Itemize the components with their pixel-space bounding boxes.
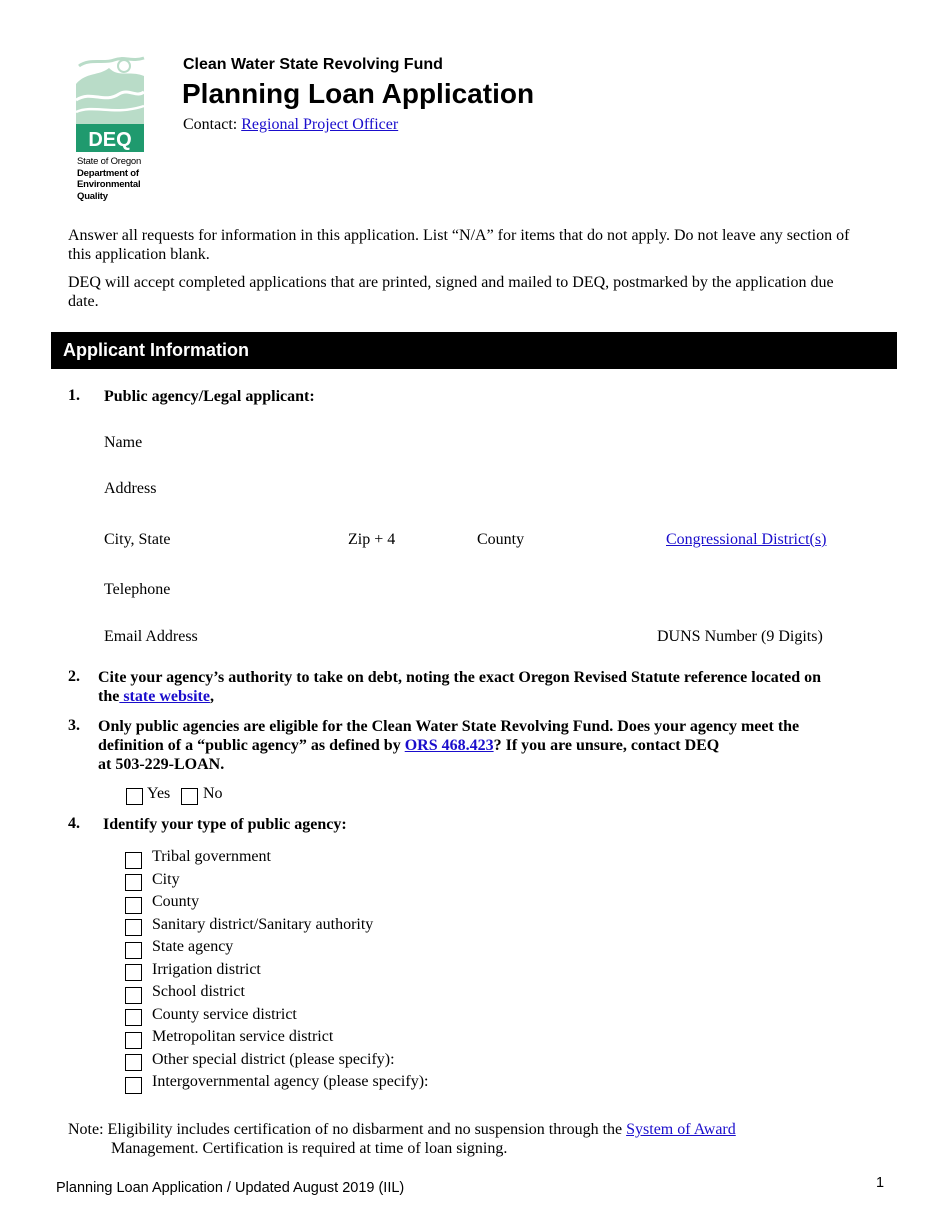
congressional-districts-link[interactable]: Congressional District(s) xyxy=(666,531,827,548)
agency-option-label: Tribal government xyxy=(152,848,271,865)
q3-number: 3. xyxy=(68,717,80,734)
agency-option-checkbox[interactable] xyxy=(125,919,142,936)
agency-option-checkbox[interactable] xyxy=(125,1009,142,1026)
agency-option-label: State agency xyxy=(152,938,234,955)
section-header-applicant-information: Applicant Information xyxy=(51,332,897,369)
agency-option-label: Other special district (please specify): xyxy=(152,1051,395,1068)
logo-line-2: Department of xyxy=(77,167,139,179)
yes-checkbox[interactable] xyxy=(126,788,143,805)
logo-line-4: Quality xyxy=(77,190,108,202)
agency-option-checkbox[interactable] xyxy=(125,852,142,869)
eligibility-note xyxy=(68,1120,888,1158)
regional-project-officer-link[interactable]: Regional Project Officer xyxy=(241,116,399,133)
agency-option-checkbox[interactable] xyxy=(125,897,142,914)
state-website-link[interactable]: state website xyxy=(119,688,210,705)
agency-option-label: County service district xyxy=(152,1006,297,1023)
note-line-2: Management. Certification is required at time of loan signing. xyxy=(111,1140,508,1157)
q1-label: Public agency/Legal applicant: xyxy=(104,388,315,405)
city-state-field-label: City, State xyxy=(104,531,171,548)
q3-line-3: at 503-229-LOAN. xyxy=(98,756,225,773)
no-label: No xyxy=(203,785,223,802)
intro-paragraph-2: DEQ will accept completed applications that are printed, signed and mailed to DEQ, postmarked by the application due date. xyxy=(68,274,834,310)
deq-landscape-icon xyxy=(74,54,149,154)
agency-option-label: Metropolitan service district xyxy=(152,1028,334,1045)
logo-agency-text xyxy=(77,156,141,202)
logo-acronym: DEQ xyxy=(88,129,132,151)
q4-label: Identify your type of public agency: xyxy=(103,816,347,833)
duns-field-label: DUNS Number (9 Digits) xyxy=(657,628,823,645)
agency-option-label: City xyxy=(152,871,180,888)
contact-label: Contact: xyxy=(183,116,238,133)
ors-468-423-link[interactable]: ORS 468.423 xyxy=(404,737,494,754)
agency-option-label: County xyxy=(152,893,200,910)
q1-number: 1. xyxy=(68,387,80,404)
address-field-label: Address xyxy=(104,480,157,497)
page-number: 1 xyxy=(876,1175,885,1191)
q2-line-2: the state website, xyxy=(98,688,214,705)
no-checkbox[interactable] xyxy=(181,788,198,805)
system-of-award-link[interactable]: System of Award xyxy=(626,1121,736,1138)
q2-text xyxy=(98,668,888,706)
q3-text xyxy=(98,717,888,774)
q3-line-1: Only public agencies are eligible for the Clean Water State Revolving Fund. Does your agency meet the xyxy=(98,718,800,735)
agency-option-checkbox[interactable] xyxy=(125,874,142,891)
footer-text: Planning Loan Application / Updated August 2019 (IIL) xyxy=(56,1180,405,1196)
agency-option-checkbox[interactable] xyxy=(125,1054,142,1071)
agency-option-checkbox[interactable] xyxy=(125,1032,142,1049)
page-subtitle: Clean Water State Revolving Fund xyxy=(183,56,443,73)
agency-option-label: School district xyxy=(152,983,245,1000)
name-field-label: Name xyxy=(104,434,143,451)
agency-option-checkbox[interactable] xyxy=(125,964,142,981)
agency-option-checkbox[interactable] xyxy=(125,1077,142,1094)
agency-option-checkbox[interactable] xyxy=(125,942,142,959)
county-field-label: County xyxy=(477,531,525,548)
agency-option-label: Intergovernmental agency (please specify): xyxy=(152,1073,429,1090)
page-title: Planning Loan Application xyxy=(182,78,535,109)
zip-field-label: Zip + 4 xyxy=(348,531,396,548)
q2-line-1: Cite your agency’s authority to take on debt, noting the exact Oregon Revised Statute reference located on xyxy=(98,669,822,686)
q4-number: 4. xyxy=(68,815,80,832)
email-field-label: Email Address xyxy=(104,628,198,645)
intro-paragraph-1: Answer all requests for information in this application. List “N/A” for items that do not apply. Do not leave any section of this application blank. xyxy=(68,227,850,263)
logo-line-1: State of Oregon xyxy=(77,156,142,167)
contact-line xyxy=(183,116,398,134)
q3-line-2: definition of a “public agency” as defined by ORS 468.423? If you are unsure, contact DEQ xyxy=(98,737,720,754)
yes-label: Yes xyxy=(147,785,171,802)
telephone-field-label: Telephone xyxy=(104,581,171,598)
logo-line-3: Environmental xyxy=(77,179,141,190)
q2-number: 2. xyxy=(68,668,80,685)
agency-option-label: Irrigation district xyxy=(152,961,261,978)
note-line-1: Note: Eligibility includes certification of no disbarment and no suspension through the System of Award xyxy=(68,1121,736,1138)
agency-option-checkbox[interactable] xyxy=(125,987,142,1004)
agency-option-label: Sanitary district/Sanitary authority xyxy=(152,916,374,933)
